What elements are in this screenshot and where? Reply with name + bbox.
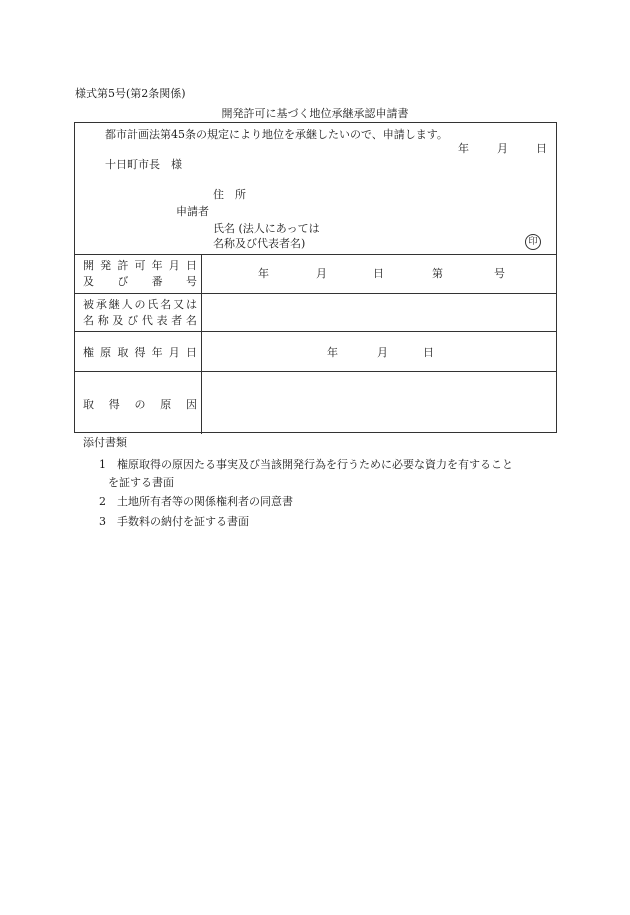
label-char: の <box>134 398 146 411</box>
label-char: 称 <box>97 314 109 327</box>
label-char: 取 <box>117 346 129 359</box>
permit-year-label: 年 <box>258 267 269 280</box>
label-char: 月 <box>168 346 180 359</box>
predecessor-label-line2 <box>83 312 197 328</box>
label-char: び <box>117 275 129 288</box>
application-form-table <box>74 122 557 433</box>
label-char: 氏 <box>147 298 159 311</box>
label-char: 代 <box>141 314 153 327</box>
acquisition-cause-label <box>83 396 197 412</box>
label-char: 許 <box>117 259 129 272</box>
label-char: 原 <box>100 346 112 359</box>
attachment-item: 2 土地所有者等の関係権利者の同意書 <box>99 495 293 508</box>
permit-month-label: 月 <box>316 267 327 280</box>
label-char: 承 <box>95 298 107 311</box>
label-char: 開 <box>83 259 94 272</box>
date-year-label: 年 <box>458 142 469 155</box>
document-title: 開発許可に基づく地位承継承認申請書 <box>221 107 409 120</box>
label-char: 名 <box>185 314 197 327</box>
row-divider <box>75 254 556 255</box>
address-label: 住 所 <box>213 188 246 201</box>
permit-label-line2 <box>83 273 197 289</box>
label-char: 表 <box>156 314 168 327</box>
label-char: 被 <box>83 298 94 311</box>
row-divider <box>75 371 556 372</box>
label-char: 又 <box>173 298 185 311</box>
row-divider <box>75 331 556 332</box>
label-char: の <box>134 298 146 311</box>
label-char: 権 <box>83 346 94 359</box>
label-char: 人 <box>121 298 133 311</box>
label-char: 日 <box>185 259 197 272</box>
label-char: は <box>186 298 197 311</box>
date-day-label: 日 <box>536 142 547 155</box>
label-char: 得 <box>108 398 120 411</box>
label-char: 者 <box>171 314 183 327</box>
addressee: 十日町市長 様 <box>105 158 182 171</box>
row-divider <box>75 293 556 294</box>
label-char: 原 <box>160 398 172 411</box>
acquisition-month-label: 月 <box>377 346 388 359</box>
acquisition-day-label: 日 <box>423 346 434 359</box>
label-char: 因 <box>186 398 197 411</box>
column-divider <box>201 254 202 434</box>
permit-number-prefix: 第 <box>432 267 443 280</box>
attachment-item: 1 権原取得の原因たる事実及び当該開発行為を行うために必要な資力を有すること <box>99 458 513 471</box>
predecessor-label-line1 <box>83 296 197 312</box>
label-char: 号 <box>185 275 197 288</box>
permit-number-suffix: 号 <box>494 267 505 280</box>
permit-label-line1 <box>83 257 197 273</box>
label-char: 及 <box>83 275 94 288</box>
application-date <box>458 140 547 156</box>
name-label-line2: 名称及び代表者名) <box>213 237 306 250</box>
seal-mark: 印 <box>525 234 541 250</box>
form-number: 様式第5号(第2条関係) <box>75 87 186 100</box>
attachment-item: 3 手数料の納付を証する書面 <box>99 515 249 528</box>
permit-day-label: 日 <box>373 267 384 280</box>
attachment-item-continuation: を証する書面 <box>108 476 174 489</box>
label-char: 年 <box>151 259 163 272</box>
label-char: 継 <box>108 298 120 311</box>
acquisition-date-label <box>83 344 197 360</box>
label-char: 名 <box>83 314 94 327</box>
label-char: 及 <box>112 314 124 327</box>
acquisition-year-label: 年 <box>327 346 338 359</box>
label-char: 日 <box>185 346 197 359</box>
label-char: 名 <box>160 298 172 311</box>
label-char: 得 <box>134 346 146 359</box>
label-char: 発 <box>100 259 112 272</box>
label-char: 月 <box>168 259 180 272</box>
label-char: 番 <box>151 275 163 288</box>
label-char: び <box>127 314 139 327</box>
name-label-line1: 氏名 (法人にあっては <box>213 222 320 235</box>
label-char: 可 <box>134 259 146 272</box>
attachments-title: 添付書類 <box>83 436 127 449</box>
intro-statement: 都市計画法第45条の規定により地位を承継したいので、申請します。 <box>105 128 448 141</box>
applicant-label: 申請者 <box>176 205 209 218</box>
label-char: 年 <box>151 346 163 359</box>
date-month-label: 月 <box>497 142 508 155</box>
label-char: 取 <box>83 398 94 411</box>
